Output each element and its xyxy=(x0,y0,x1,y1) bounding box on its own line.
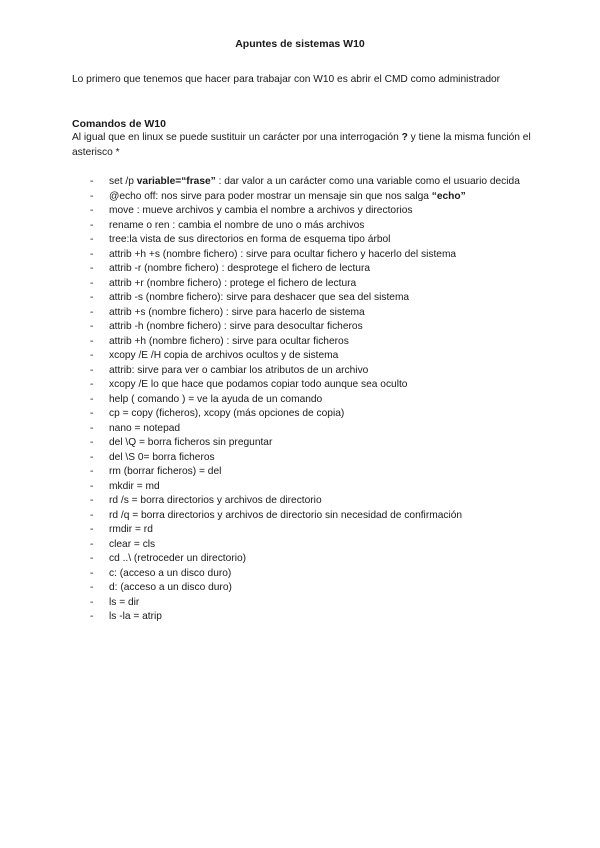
bullet-dash: - xyxy=(90,582,94,593)
command-item xyxy=(90,581,540,596)
bullet-dash: - xyxy=(90,611,94,622)
command-text: tree:la vista de sus directorios en forma de esquema tipo árbol xyxy=(109,234,391,245)
command-item xyxy=(90,422,540,437)
command-item xyxy=(90,465,540,480)
section-description xyxy=(72,131,542,160)
bullet-dash: - xyxy=(90,408,94,419)
command-text: help ( comando ) = ve la ayuda de un comando xyxy=(109,393,323,405)
bullet-dash: - xyxy=(90,248,94,260)
command-text: c: (acceso a un disco duro) xyxy=(109,567,232,579)
bullet-dash: - xyxy=(90,364,94,376)
command-item xyxy=(90,190,540,205)
command-list xyxy=(90,175,540,625)
command-item xyxy=(90,248,540,263)
command-item xyxy=(90,320,540,335)
command-item xyxy=(90,610,540,625)
command-item xyxy=(90,335,540,350)
command-text: rename o ren : cambia el nombre de uno o más archivos xyxy=(109,219,365,231)
command-item xyxy=(90,436,540,451)
command-text: ls -la = atrip xyxy=(109,611,162,622)
command-text: xcopy /E lo que hace que podamos copiar todo aunque sea oculto xyxy=(109,379,408,390)
bullet-dash: - xyxy=(90,234,94,245)
bullet-dash: - xyxy=(90,292,94,303)
command-text: rmdir = rd xyxy=(109,524,153,535)
command-text: ls = dir xyxy=(109,596,140,608)
command-text: del \S 0= borra ficheros xyxy=(109,451,215,463)
bullet-dash: - xyxy=(90,451,94,463)
document-title: Apuntes de sistemas W10 xyxy=(235,38,365,50)
command-item xyxy=(90,523,540,538)
command-item xyxy=(90,407,540,422)
command-item xyxy=(90,509,540,524)
bullet-dash: - xyxy=(90,379,94,390)
command-item xyxy=(90,494,540,509)
bullet-dash: - xyxy=(90,538,94,550)
command-text: attrib +h +s (nombre fichero) : sirve para ocultar fichero y hacerlo del sistema xyxy=(109,248,457,260)
command-text: mkdir = md xyxy=(109,480,160,492)
command-item xyxy=(90,567,540,582)
bullet-dash: - xyxy=(90,466,94,477)
command-item xyxy=(90,552,540,567)
command-text: cp = copy (ficheros), xcopy (más opciones de copia) xyxy=(109,408,345,419)
section-desc-text-end: y tiene la misma función el asterisco * xyxy=(72,132,531,158)
command-item xyxy=(90,277,540,292)
command-text: set /p variable=“frase” : dar valor a un carácter como una variable como el usuario decida xyxy=(109,176,520,187)
command-item xyxy=(90,538,540,553)
bullet-dash: - xyxy=(90,350,94,361)
command-text: attrib -h (nombre fichero) : sirve para desocultar ficheros xyxy=(109,321,363,332)
intro-paragraph: Lo primero que tenemos que hacer para trabajar con W10 es abrir el CMD como administrador xyxy=(72,74,501,85)
command-text: nano = notepad xyxy=(109,422,181,434)
bullet-dash: - xyxy=(90,437,94,448)
command-text: @echo off: nos sirve para poder mostrar un mensaje sin que nos salga “echo” xyxy=(109,190,466,202)
section-desc-question-mark: ? xyxy=(401,132,408,143)
command-text: d: (acceso a un disco duro) xyxy=(109,582,232,593)
command-item xyxy=(90,233,540,248)
command-text: attrib: sirve para ver o cambiar los atributos de un archivo xyxy=(109,364,369,376)
bullet-dash: - xyxy=(90,219,94,231)
command-text: rm (borrar ficheros) = del xyxy=(109,466,222,477)
bullet-dash: - xyxy=(90,190,94,202)
command-text: attrib -r (nombre fichero) : desprotege el fichero de lectura xyxy=(109,263,371,274)
command-item xyxy=(90,393,540,408)
command-text: rd /q = borra directorios y archivos de directorio sin necesidad de confirmación xyxy=(109,509,463,521)
command-text: rd /s = borra directorios y archivos de directorio xyxy=(109,495,322,506)
bullet-dash: - xyxy=(90,509,94,521)
command-item xyxy=(90,349,540,364)
bullet-dash: - xyxy=(90,553,94,564)
bullet-dash: - xyxy=(90,480,94,492)
bullet-dash: - xyxy=(90,393,94,405)
bullet-dash: - xyxy=(90,524,94,535)
command-item xyxy=(90,596,540,611)
command-item xyxy=(90,451,540,466)
command-text: del \Q = borra ficheros sin preguntar xyxy=(109,437,273,448)
command-text: xcopy /E /H copia de archivos ocultos y de sistema xyxy=(109,350,339,361)
section-heading: Comandos de W10 xyxy=(72,118,166,130)
command-text: attrib +r (nombre fichero) : protege el fichero de lectura xyxy=(109,277,357,289)
bullet-dash: - xyxy=(90,263,94,274)
command-item xyxy=(90,219,540,234)
command-item xyxy=(90,480,540,495)
command-item xyxy=(90,364,540,379)
command-item xyxy=(90,291,540,306)
bullet-dash: - xyxy=(90,495,94,506)
command-item xyxy=(90,175,540,190)
command-text: attrib -s (nombre fichero): sirve para deshacer que sea del sistema xyxy=(109,292,410,303)
command-text: attrib +s (nombre fichero) : sirve para hacerlo de sistema xyxy=(109,306,365,318)
bullet-dash: - xyxy=(90,176,94,187)
command-text: move : mueve archivos y cambia el nombre a archivos y directorios xyxy=(109,205,413,216)
command-text: cd ..\ (retroceder un directorio) xyxy=(109,553,247,564)
command-text: attrib +h (nombre fichero) : sirve para ocultar ficheros xyxy=(109,335,349,347)
commands-section xyxy=(72,117,542,160)
section-desc-text: Al igual que en linux se puede sustituir un carácter por una interrogación xyxy=(72,132,402,143)
bullet-dash: - xyxy=(90,277,94,289)
command-text: clear = cls xyxy=(109,538,156,550)
command-item xyxy=(90,378,540,393)
bullet-dash: - xyxy=(90,306,94,318)
bullet-dash: - xyxy=(90,567,94,579)
command-item xyxy=(90,204,540,219)
bullet-dash: - xyxy=(90,335,94,347)
bullet-dash: - xyxy=(90,205,94,216)
command-item xyxy=(90,262,540,277)
bullet-dash: - xyxy=(90,422,94,434)
bullet-dash: - xyxy=(90,321,94,332)
bullet-dash: - xyxy=(90,596,94,608)
command-item xyxy=(90,306,540,321)
